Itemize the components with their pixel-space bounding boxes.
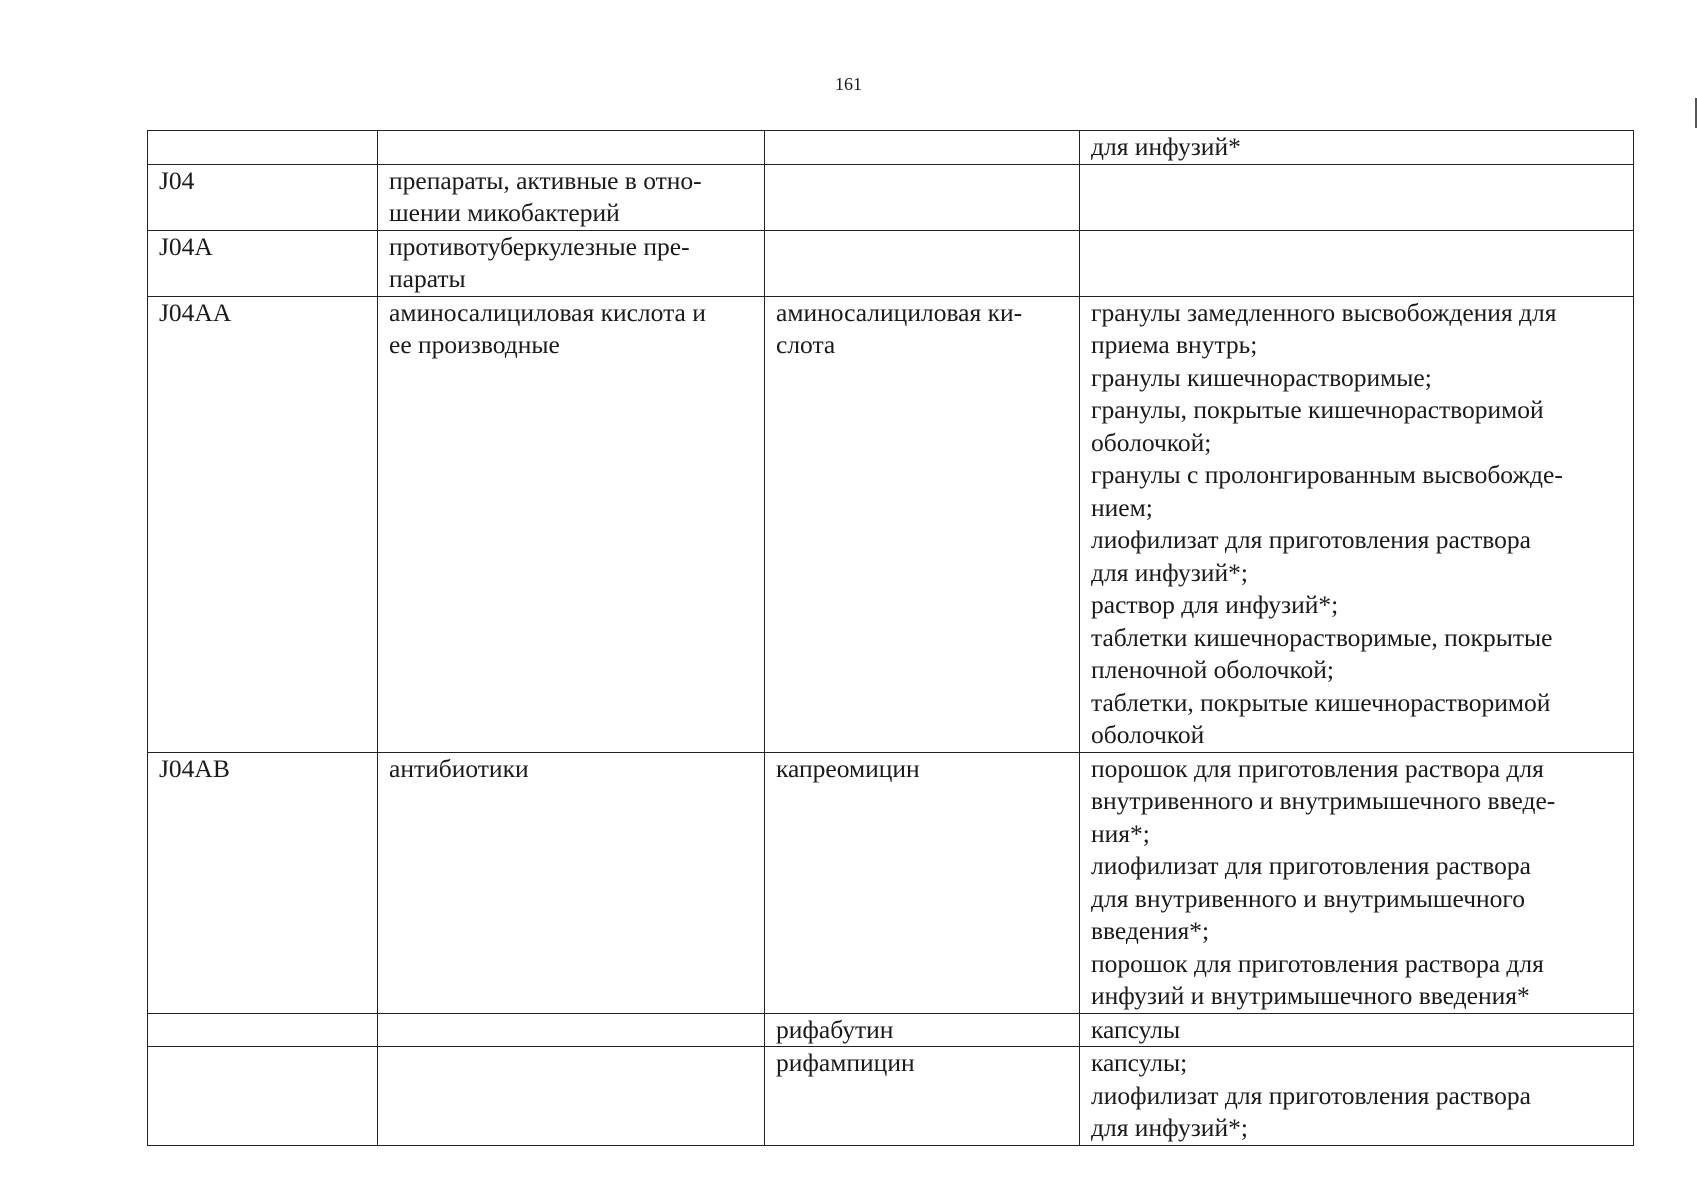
dosage-forms-cell [1080, 1047, 1634, 1146]
substance-name-cell [765, 296, 1080, 752]
atc-code-cell [148, 131, 378, 165]
cell-text-line: введения*; [1091, 916, 1210, 945]
cell-text-line: для внутривенного и внутримышечного [1091, 883, 1525, 913]
cell-text-line: гранулы с пролонгированным высвобожде- [1091, 460, 1563, 489]
cell-text-line: пленочной оболочкой; [1091, 655, 1335, 684]
cell-text-line: антибиотики [389, 753, 529, 783]
cell-text-line: противотуберкулезные пре- [389, 231, 690, 261]
table-row [148, 1047, 1634, 1146]
medication-table-body [148, 131, 1634, 1146]
cell-text-line: аминосалициловая ки- [776, 297, 1023, 327]
dosage-forms-cell [1080, 164, 1634, 230]
table-row [148, 752, 1634, 1013]
atc-code-cell [148, 230, 378, 296]
cell-text-line: таблетки, покрытые кишечнорастворимой [1091, 687, 1551, 717]
anatomical-group-cell [378, 230, 765, 296]
cell-text-line: оболочкой [1091, 720, 1205, 749]
cell-text-line: оболочкой; [1091, 427, 1212, 457]
cell-text-line: для инфузий*; [1091, 1113, 1248, 1142]
cell-text-line: аминосалициловая кислота и [389, 297, 706, 327]
cell-text-line: слота [776, 330, 836, 359]
cell-text-line: порошок для приготовления раствора для [1091, 948, 1544, 978]
cell-text-line: рифампицин [776, 1048, 915, 1077]
anatomical-group-cell [378, 131, 765, 165]
cell-text-line: таблетки кишечнорастворимые, покрытые [1091, 622, 1553, 652]
atc-code-cell [148, 1047, 378, 1146]
cell-text-line: лиофилизат для приготовления раствора [1091, 1080, 1531, 1110]
cell-text-line: J04 [159, 165, 195, 195]
anatomical-group-cell [378, 752, 765, 1013]
cell-text-line: приема внутрь; [1091, 330, 1258, 359]
anatomical-group-cell [378, 1013, 765, 1047]
table-row [148, 230, 1634, 296]
anatomical-group-cell [378, 1047, 765, 1146]
cell-text-line: капсулы [1091, 1014, 1181, 1044]
anatomical-group-cell [378, 296, 765, 752]
cell-text-line: гранулы замедленного высвобождения для [1091, 297, 1557, 327]
cell-text-line: порошок для приготовления раствора для [1091, 753, 1544, 783]
substance-name-cell [765, 752, 1080, 1013]
atc-code-cell [148, 1013, 378, 1047]
cell-text-line: внутривенного и внутримышечного введе- [1091, 786, 1556, 815]
cell-text-line: ее производные [389, 330, 560, 359]
table-row [148, 296, 1634, 752]
table-row [148, 1013, 1634, 1047]
cell-text-line: параты [389, 264, 466, 293]
cell-text-line: для инфузий* [1091, 132, 1241, 161]
cell-text-line: лиофилизат для приготовления раствора [1091, 525, 1531, 554]
cell-text-line: нием; [1091, 492, 1153, 522]
cell-text-line: рифабутин [776, 1014, 894, 1044]
table-row [148, 131, 1634, 165]
cell-text-line: капреомицин [776, 753, 920, 783]
cell-text-line: шении микобактерий [389, 198, 620, 227]
dosage-forms-cell [1080, 131, 1634, 165]
anatomical-group-cell [378, 164, 765, 230]
cell-text-line: капсулы; [1091, 1048, 1188, 1077]
cell-text-line: для инфузий*; [1091, 557, 1248, 587]
substance-name-cell [765, 131, 1080, 165]
substance-name-cell [765, 1013, 1080, 1047]
cell-text-line: гранулы, покрытые кишечнорастворимой [1091, 395, 1544, 424]
cell-text-line: J04AB [159, 753, 230, 783]
cell-text-line: лиофилизат для приготовления раствора [1091, 851, 1531, 880]
page-number: 161 [835, 74, 862, 94]
atc-code-cell [148, 296, 378, 752]
table-row [148, 164, 1634, 230]
cell-text-line: J04A [159, 231, 213, 261]
substance-name-cell [765, 1047, 1080, 1146]
cell-text-line: раствор для инфузий*; [1091, 590, 1339, 619]
atc-code-cell [148, 164, 378, 230]
substance-name-cell [765, 164, 1080, 230]
cell-text-line: ния*; [1091, 818, 1150, 848]
dosage-forms-cell [1080, 230, 1634, 296]
dosage-forms-cell [1080, 1013, 1634, 1047]
cell-text-line: препараты, активные в отно- [389, 165, 702, 195]
cell-text-line: гранулы кишечнорастворимые; [1091, 362, 1432, 392]
cell-text-line: инфузий и внутримышечного введения* [1091, 981, 1530, 1010]
cell-text-line: J04AA [159, 297, 232, 327]
medication-table [147, 130, 1634, 1146]
dosage-forms-cell [1080, 296, 1634, 752]
atc-code-cell [148, 752, 378, 1013]
dosage-forms-cell [1080, 752, 1634, 1013]
substance-name-cell [765, 230, 1080, 296]
